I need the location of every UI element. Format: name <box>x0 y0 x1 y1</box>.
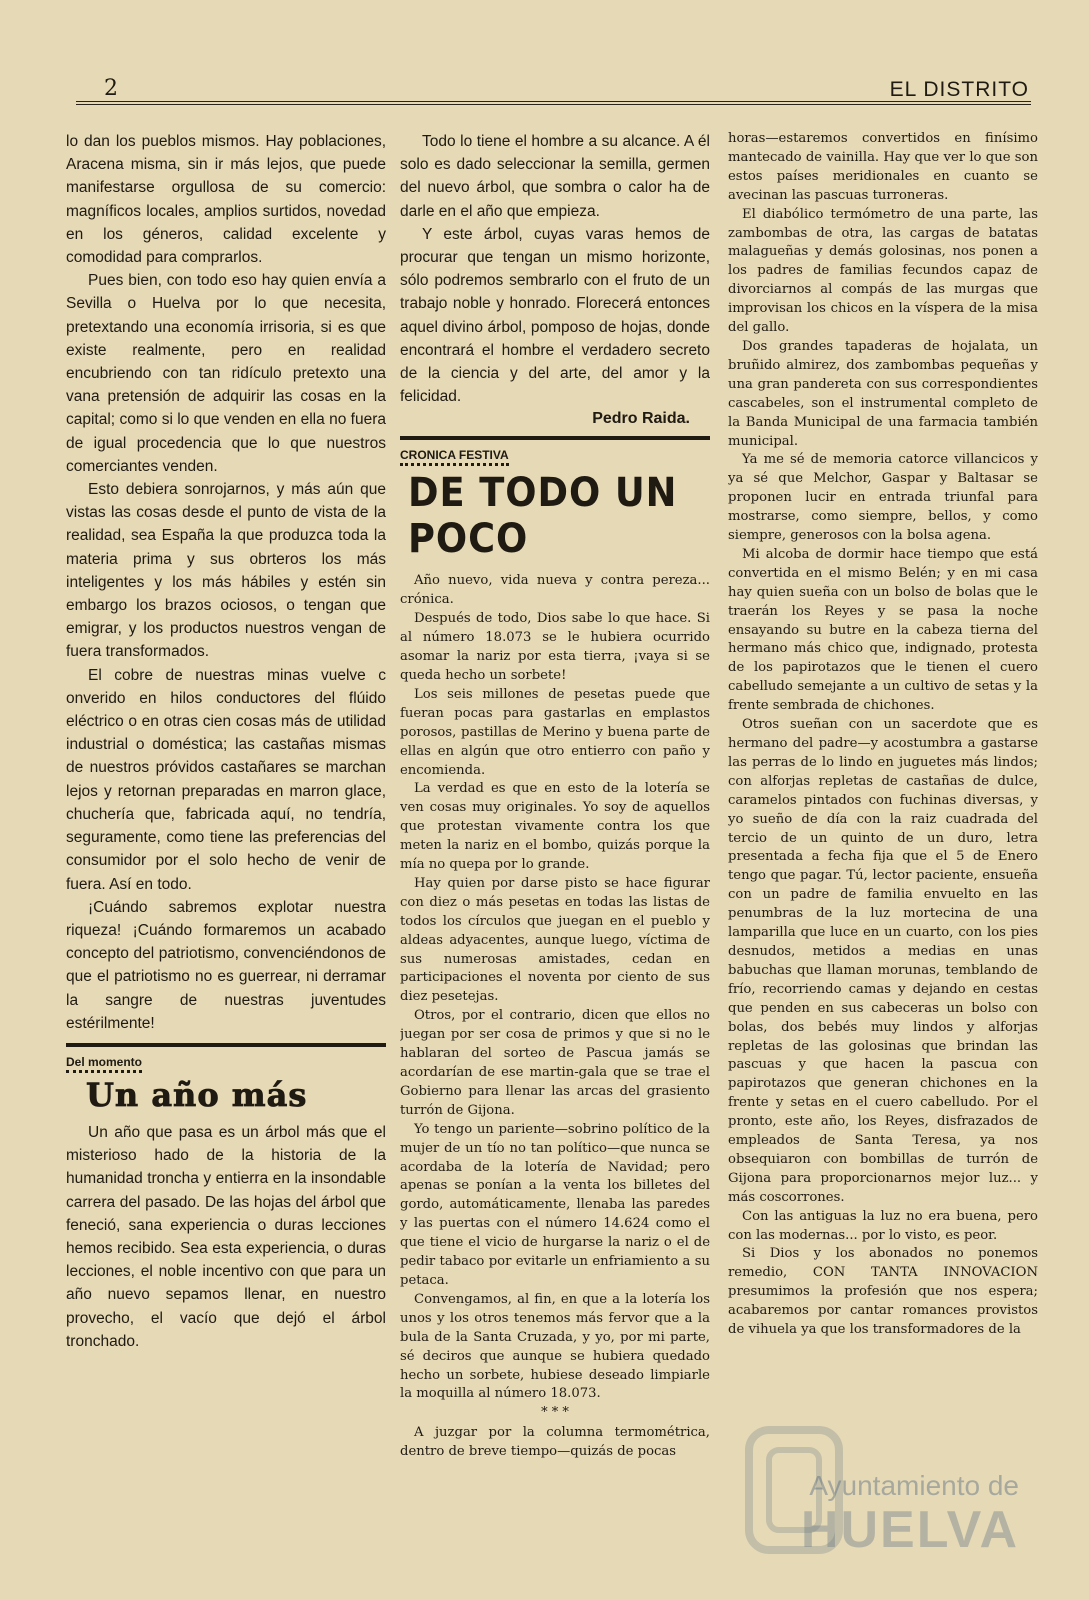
paragraph: Hay quien por darse pisto se hace figurar con diez o más pesetas en todas las listas de todos los círculos que juegan en el pueblo y aldeas adyacentes, aunque luego, víctima de sus numerosas amistades, cedan en participaciones el noventa por ciento de sus diez pesetejas. <box>400 875 710 1005</box>
article-title: DE TODO UN POCO <box>408 470 678 563</box>
paragraph: horas—estaremos convertidos en finísimo mantecado de vainilla. Hay que ver lo que son estos países meridionales en cuanto se avecinan las pascuas turroneras. <box>728 131 1038 203</box>
paragraph: Otros, por el contrario, dicen que ellos no juegan por ser cosa de primos y que si no le hablaran del sorteo de Pascua jamás se acordarían de ese martin-gala que se trae el Gobierno para llenar las arcas del grasiento turrón de Gijona. <box>400 1008 710 1118</box>
paragraph: Ya me sé de memoria catorce villancicos y ya sé que Melchor, Gaspar y Baltasar se proponen lucir en entrada triunfal para mostrarse, como siempre, bellos, y como siempre, generosos con la bolsa agena. <box>728 452 1038 544</box>
section-kicker: Del momento <box>66 1055 142 1073</box>
paragraph: Mi alcoba de dormir hace tiempo que está convertida en el mismo Belén; y en mi casa hay quien sueña con un bolso de bolas que le traerán los Reyes y se pasa la noche ensayando su butre en la cabeza tierna del hermano más chico que, indignado, protesta de los papirotazos que le tienen el cuero cabelludo semejante a un cultivo de setas y la frente sembrada de chichones. <box>728 546 1038 714</box>
article-body: Un año que pasa es un árbol más que el misterioso hado de la historia de la humanidad troncha y entierra en la insondable carrera del pasado. De las hojas del árbol que feneció, sana experiencia o duras lecciones hemos recibido. Sea esta experiencia, o duras lecciones, el noble incentivo con que para un año nuevo sepamos llenar, en nuestro provecho, el vacío que dejó el árbol tronchado. <box>66 1123 386 1350</box>
column-1 <box>66 130 386 1353</box>
paragraph: Todo lo tiene el hombre a su alcance. A él solo es dado seleccionar la semilla, germen del nuevo árbol, que sombra o calor ha de darle en el año que empieza. <box>400 133 710 220</box>
newspaper-title: EL DISTRITO <box>889 78 1029 101</box>
paragraph: lo dan los pueblos mismos. Hay poblaciones, Aracena misma, sin ir más lejos, que puede manifestarse orgullosa de su comercio: magníficos locales, amplios surtidos, novedad en los géneros, calidad excelente y comodidad para comprarlos. <box>66 133 386 267</box>
paragraph: Yo tengo un pariente—sobrino político de la mujer de un tío no tan político—que nunca se acordaba de la lotería de Navidad; pero apenas se ponían a la venta los billetes del gordo, automáticamente, llenaba las paredes y las puertas con el número 14.624 como el que tiene el vicio de hurgarse la nariz o el de pedir tabaco por evitarle un enfriamiento a su petaca. <box>400 1121 710 1288</box>
paragraph: Otros sueñan con un sacerdote que es hermano del padre—y acostumbra a gastarse las perras de lo lindo en juguetes más lindos; con alforjas repletas de castañas de dulce, caramelos pintados con fuchinas diversas, y yo sueño de día con la raiz cuadrada del tercio de un quinto de un duro, letra presentada a fecha fija que el 5 de Enero tengo que pagar. Tú, lector paciente, ensueña con un padre de familia envuelto en las penumbras de la luz mortecina de una lamparilla que luce en un cuarto, con los pies desnudos, metidos a medias en unas babuchas que llaman morunas, temblando de frío, recorriendo camas y dejando en cestas que penden en sus cabeceras un bolso con bolas, dos bebés muy lindos y alforjas repletas de las golosinas que brindan las pascuas y que hacen la pascua con papirotazos que generan chichones en la frente y setas en el cuero cabelludo. Por el pronto, este año, los Reyes, disfrazados de empleados de Santa Teresa, ya nos obsequiaron con bombillas de turrón de Gijona para proporcionarnos mejor luz... y más coscorrones. <box>728 717 1038 1205</box>
paragraph: Convengamos, al fin, en que a la lotería los unos y los otros tenemos más fervor que a la bula de la Santa Cruzada, y yo, por mi parte, sé deciros que aunque se hubiera quedado hecho un sorbete, hubiese deseado limpiarle la moquilla al número 18.073. <box>400 1291 710 1402</box>
paragraph: El diabólico termómetro de una parte, las zambombas de otra, las cargas de batatas malagueñas y demás golosinas, nos ponen a los padres de familias fecundos capaz de divorciarnos al compás de las murgas que improvisan los chicos en la víspera de la misa del gallo. <box>728 206 1038 336</box>
paragraph: ¡Cuándo sabremos explotar nuestra riqueza! ¡Cuándo formaremos un acabado concepto del patriotismo, convenciéndonos de que el patriotismo no es guerrear, ni derramar la sangre de nuestras juventudes estérilmente! <box>66 898 386 1032</box>
section-stars: * * * <box>541 1405 569 1421</box>
section-rule <box>400 436 710 440</box>
column-3 <box>728 130 1038 1340</box>
watermark-line-1: Ayuntamiento de <box>809 1470 1019 1501</box>
page-number: 2 <box>104 76 118 101</box>
paragraph: Dos grandes tapaderas de hojalata, un bruñido almirez, dos zambombas pequeñas y una gran pandereta con sus correspondientes cascabeles, son el instrumental completo de la Banda Municipal de una farmacia también municipal. <box>728 338 1038 449</box>
paragraph: Si Dios y los abonados no ponemos remedio, CON TANTA INNOVACION presumimos la profesión que nos espera; acabaremos por cantar romances provistos de vihuela ya que los transformadores de la <box>728 1246 1038 1338</box>
paragraph: Con las antiguas la luz no era buena, pero con las modernas... por lo visto, es peor. <box>728 1208 1038 1243</box>
paragraph: Pues bien, con todo eso hay quien envía a Sevilla o Huelva por lo que necesita, pretextando una economía irrisoria, si es que existe realmente, pero en realidad encubriendo con tan ridículo pretexto una vana pretensión de adquirir las cosas en la capital; como si lo que venden en ella no fuera de igual procedencia que lo que nuestros comerciantes venden. <box>66 272 386 475</box>
paragraph: Esto debiera sonrojarnos, y más aún que vistas las cosas desde el punto de vista de la realidad, sea España la que produzca toda la materia prima y sus obrteros los más inteligentes y los más hábiles y estén sin embargo los brazos ociosos, o tengan que emigrar, y los productos nuestros vengan de fuera transformados. <box>66 481 386 661</box>
section-kicker: CRONICA FESTIVA <box>400 448 509 466</box>
paragraph: Año nuevo, vida nueva y contra pereza... crónica. <box>400 573 710 608</box>
column-2 <box>400 130 710 1462</box>
paragraph: Los seis millones de pesetas puede que fueran pocas para gastarlas en emplastos porosos, pastillas de Merino y buena parte de ellas en algún que otro entierro con paño y encomienda. <box>400 686 710 778</box>
paragraph: Y este árbol, cuyas varas hemos de procurar que tengan un mismo horizonte, sólo podremos sembrarlo con el fruto de un trabajo noble y honrado. Florecerá entonces aquel divino árbol, pomposo de hojas, donde encontrará el hombre el verdadero secreto de la ciencia y del arte, del amor y la felicidad. <box>400 225 710 406</box>
watermark-line-2: HUELVA <box>800 1501 1019 1559</box>
section-rule <box>66 1043 386 1047</box>
paragraph: A juzgar por la columna termométrica, dentro de breve tiempo—quizás de pocas <box>400 1425 710 1460</box>
paragraph: La verdad es que en esto de la lotería se ven cosas muy originales. Yo soy de aquellos que protestan vivamente contra los que meten la nariz en el bombo, quizás porque la mía no quepa por lo grande. <box>400 781 710 873</box>
header-rule <box>76 101 1031 105</box>
article-title: Un año más <box>86 1075 308 1114</box>
paragraph: Después de todo, Dios sabe lo que hace. Si al número 18.073 se le hubiera ocurrido asomar la nariz por esta tierra, ¡vaya si se queda hecho un sorbete! <box>400 611 710 683</box>
signature: Pedro Raida. <box>592 410 690 428</box>
paragraph: El cobre de nuestras minas vuelve c onverido en hilos conductores del flúido eléctrico o en otras cien cosas más de utilidad industrial o doméstica; las castañas mismas de nuestros próvidos castañares se marchan lejos y retornan preparadas en marron glace, chuchería que, fabricada aquí, no tendría, seguramente, como tiene las preferencias del consumidor por el solo hecho de venir de fuera. Así en todo. <box>66 666 386 893</box>
